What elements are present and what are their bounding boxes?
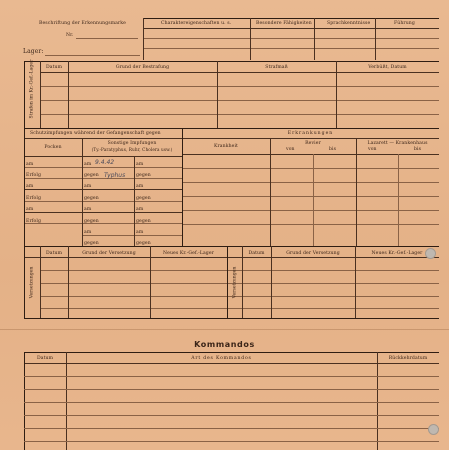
- header-charakter: Charaktereigenschaften u. s.: [161, 21, 232, 26]
- header-sprachen: Sprachkenntnisse: [327, 21, 371, 26]
- pocken-row-1: Erfolg: [26, 173, 42, 178]
- vers-l-grund: Grund der Versetzung: [82, 251, 136, 256]
- sonst2-row-0: am: [136, 162, 144, 167]
- nr-line: [76, 38, 138, 39]
- vers-l-lager: Neues Kr.-Gef.-Lager: [163, 251, 214, 256]
- strafen-datum: Datum: [45, 65, 63, 70]
- sonst2-row-5: gegen: [136, 219, 151, 224]
- fold-line: [0, 329, 449, 330]
- strafen-strafmass: Strafmaß: [265, 65, 288, 70]
- sonst2-row-2: am: [136, 184, 144, 189]
- sonstige-sub: (Ty.-Paratyphus, Ruhr, Cholera usw.): [91, 147, 173, 152]
- sonst-row-1: gegen: [84, 173, 99, 178]
- nr-label: Nr.: [66, 33, 74, 38]
- sonst-row-4: am: [84, 207, 92, 212]
- sonst2-row-4: am: [136, 207, 144, 212]
- beschriftung-label: Beschriftung der Erkennungsmarke: [39, 21, 127, 26]
- kommandos-rueckkehr: Rückkehrdatum: [388, 356, 428, 361]
- sonst-row-0: am: [84, 162, 92, 167]
- pocken-row-3: Erfolg: [26, 196, 42, 201]
- sonst2-row-7: gegen: [136, 241, 151, 246]
- strafen-verbuesst: Verbüßt, Datum: [368, 65, 407, 70]
- vers-r-grund: Grund der Versetzung: [286, 251, 340, 256]
- header-faehigkeiten: Besondere Fähigkeiten: [256, 21, 312, 26]
- header-fuehrung: Führung: [394, 21, 415, 26]
- sonst2-row-3: gegen: [136, 196, 151, 201]
- vers-r-lager: Neues Kr.-Gef.-Lager: [371, 251, 423, 256]
- kommandos-datum: Datum: [36, 356, 54, 361]
- revier-bis: bis: [329, 147, 337, 152]
- impfungen-header: Schutzimpfungen während der Gefangenschaft gegen: [30, 131, 161, 136]
- kommandos-title: Kommandos: [194, 340, 255, 349]
- versetzung-side-label-left: Versetzungen: [29, 266, 35, 299]
- sonst-row-5: gegen: [84, 219, 99, 224]
- krankheit-header: Krankheit: [213, 144, 238, 149]
- strafen-top-rule: [24, 61, 439, 62]
- top-rule: [143, 18, 439, 19]
- handwritten-date: 9.4.42: [95, 159, 115, 166]
- lazarett-header: Lazarett — Krankenhaus: [367, 141, 428, 146]
- pocken-row-4: am: [26, 207, 34, 212]
- pocken-header: Pocken: [44, 145, 62, 150]
- lager-label: Lager:: [23, 48, 44, 55]
- vers-l-datum: Datum: [45, 251, 63, 256]
- middle-top-rule: [24, 128, 439, 129]
- revier-header: Revier: [305, 141, 321, 146]
- pocken-row-5: Erfolg: [26, 219, 42, 224]
- vers-r-datum: Datum: [248, 251, 265, 256]
- sonst2-row-6: am: [136, 230, 144, 235]
- pocken-row-0: am: [26, 162, 34, 167]
- punch-hole-upper: [425, 248, 436, 259]
- sonst-row-2: am: [84, 184, 92, 189]
- strafen-grund: Grund der Bestrafung: [115, 65, 170, 70]
- handwritten-typhus: Typhus: [104, 172, 126, 179]
- sonst2-row-1: gegen: [136, 173, 151, 178]
- strafen-side-label: Strafen im Kr.-Gef.-Lager: [29, 59, 35, 119]
- sonstige-header: Sonstige Impfungen: [107, 141, 157, 146]
- sonst-row-3: gegen: [84, 196, 99, 201]
- versetzung-side-label-right: Versetzungen: [232, 266, 238, 299]
- pocken-row-2: am: [26, 184, 34, 189]
- revier-von: von: [286, 147, 295, 152]
- punch-hole-lower: [428, 424, 439, 435]
- lazarett-von: von: [368, 147, 377, 152]
- strafen-header-rule: [40, 72, 439, 73]
- lager-line: [45, 55, 140, 56]
- sonst-row-7: gegen: [84, 241, 99, 246]
- top-header-rule: [143, 28, 439, 29]
- sonst-row-6: am: [84, 230, 92, 235]
- erkrankungen-header: Erkrankungen: [287, 131, 334, 136]
- lazarett-bis: bis: [414, 147, 422, 152]
- kommandos-art: Art des Kommandos: [191, 356, 252, 361]
